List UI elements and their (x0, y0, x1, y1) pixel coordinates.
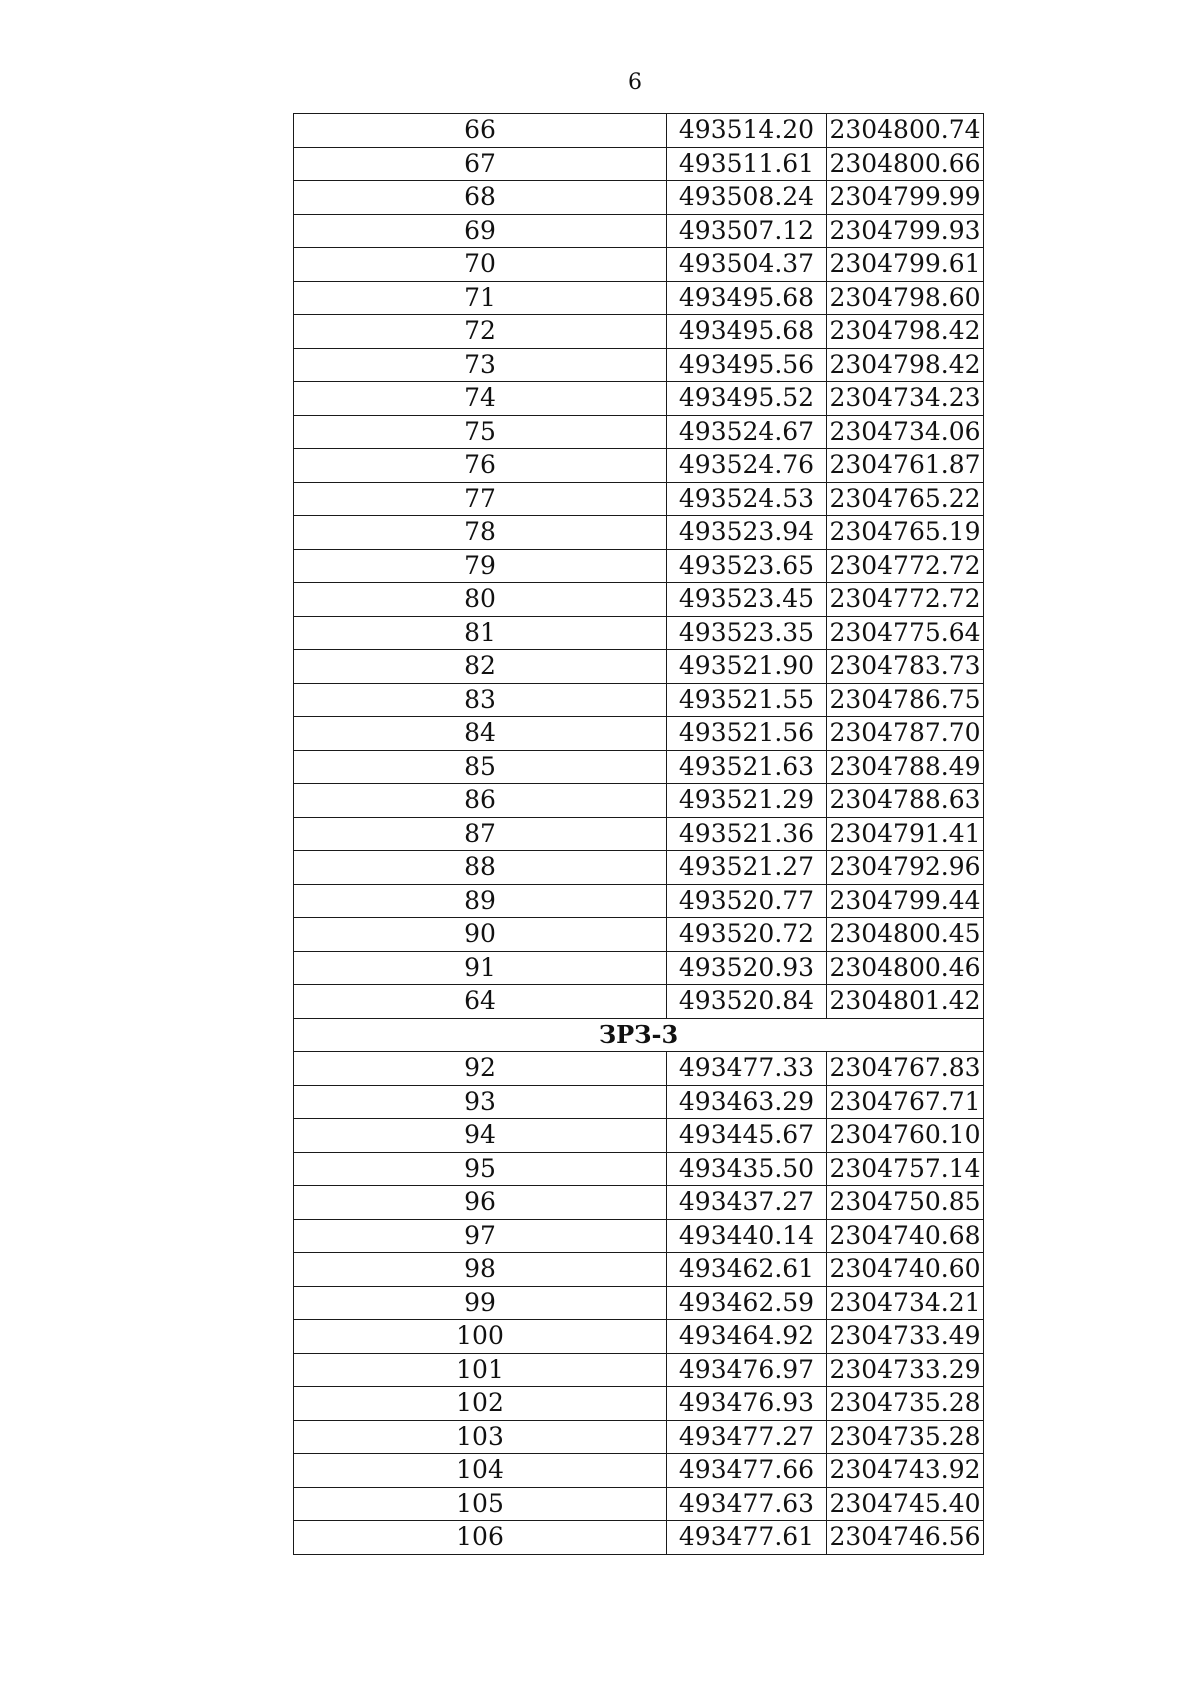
x-coordinate-cell: 493464.92 (667, 1320, 827, 1354)
table-row (294, 1286, 984, 1320)
point-number-cell: 66 (294, 114, 667, 148)
y-coordinate-cell: 2304799.44 (827, 884, 984, 918)
point-number-cell: 91 (294, 951, 667, 985)
y-coordinate-cell: 2304765.22 (827, 482, 984, 516)
point-number-cell: 71 (294, 281, 667, 315)
table-row (294, 281, 984, 315)
x-coordinate-cell: 493521.55 (667, 683, 827, 717)
point-number-cell: 99 (294, 1286, 667, 1320)
point-number-cell: 90 (294, 918, 667, 952)
x-coordinate-cell: 493463.29 (667, 1085, 827, 1119)
x-coordinate-cell: 493495.56 (667, 348, 827, 382)
table-row (294, 1387, 984, 1421)
table-row (294, 147, 984, 181)
point-number-cell: 78 (294, 516, 667, 550)
y-coordinate-cell: 2304735.28 (827, 1420, 984, 1454)
y-coordinate-cell: 2304800.66 (827, 147, 984, 181)
x-coordinate-cell: 493462.59 (667, 1286, 827, 1320)
table-row (294, 114, 984, 148)
table-row (294, 315, 984, 349)
x-coordinate-cell: 493476.97 (667, 1353, 827, 1387)
y-coordinate-cell: 2304734.21 (827, 1286, 984, 1320)
point-number-cell: 101 (294, 1353, 667, 1387)
table-row (294, 1219, 984, 1253)
point-number-cell: 82 (294, 650, 667, 684)
point-number-cell: 100 (294, 1320, 667, 1354)
point-number-cell: 87 (294, 817, 667, 851)
coordinates-table-body (294, 114, 984, 1555)
y-coordinate-cell: 2304800.45 (827, 918, 984, 952)
x-coordinate-cell: 493462.61 (667, 1253, 827, 1287)
table-row (294, 1085, 984, 1119)
point-number-cell: 97 (294, 1219, 667, 1253)
table-row (294, 583, 984, 617)
y-coordinate-cell: 2304745.40 (827, 1487, 984, 1521)
point-number-cell: 95 (294, 1152, 667, 1186)
x-coordinate-cell: 493514.20 (667, 114, 827, 148)
y-coordinate-cell: 2304775.64 (827, 616, 984, 650)
x-coordinate-cell: 493495.68 (667, 315, 827, 349)
x-coordinate-cell: 493520.84 (667, 985, 827, 1019)
point-number-cell: 73 (294, 348, 667, 382)
table-row (294, 817, 984, 851)
y-coordinate-cell: 2304740.60 (827, 1253, 984, 1287)
x-coordinate-cell: 493477.66 (667, 1454, 827, 1488)
point-number-cell: 94 (294, 1119, 667, 1153)
point-number-cell: 96 (294, 1186, 667, 1220)
point-number-cell: 104 (294, 1454, 667, 1488)
table-row (294, 784, 984, 818)
x-coordinate-cell: 493508.24 (667, 181, 827, 215)
section-header-row (294, 1018, 984, 1052)
point-number-cell: 102 (294, 1387, 667, 1421)
point-number-cell: 105 (294, 1487, 667, 1521)
x-coordinate-cell: 493495.68 (667, 281, 827, 315)
x-coordinate-cell: 493523.45 (667, 583, 827, 617)
y-coordinate-cell: 2304760.10 (827, 1119, 984, 1153)
point-number-cell: 77 (294, 482, 667, 516)
x-coordinate-cell: 493524.53 (667, 482, 827, 516)
x-coordinate-cell: 493477.33 (667, 1052, 827, 1086)
table-row (294, 1186, 984, 1220)
x-coordinate-cell: 493477.27 (667, 1420, 827, 1454)
x-coordinate-cell: 493523.35 (667, 616, 827, 650)
x-coordinate-cell: 493437.27 (667, 1186, 827, 1220)
y-coordinate-cell: 2304787.70 (827, 717, 984, 751)
table-row (294, 1353, 984, 1387)
x-coordinate-cell: 493523.65 (667, 549, 827, 583)
table-row (294, 918, 984, 952)
point-number-cell: 68 (294, 181, 667, 215)
y-coordinate-cell: 2304733.49 (827, 1320, 984, 1354)
x-coordinate-cell: 493477.61 (667, 1521, 827, 1555)
point-number-cell: 80 (294, 583, 667, 617)
point-number-cell: 83 (294, 683, 667, 717)
x-coordinate-cell: 493477.63 (667, 1487, 827, 1521)
table-row (294, 683, 984, 717)
table-row (294, 449, 984, 483)
point-number-cell: 84 (294, 717, 667, 751)
x-coordinate-cell: 493521.56 (667, 717, 827, 751)
page-number: 6 (628, 70, 642, 95)
x-coordinate-cell: 493521.29 (667, 784, 827, 818)
point-number-cell: 89 (294, 884, 667, 918)
y-coordinate-cell: 2304799.93 (827, 214, 984, 248)
y-coordinate-cell: 2304786.75 (827, 683, 984, 717)
table-row (294, 616, 984, 650)
table-row (294, 415, 984, 449)
point-number-cell: 98 (294, 1253, 667, 1287)
table-row (294, 248, 984, 282)
x-coordinate-cell: 493521.27 (667, 851, 827, 885)
x-coordinate-cell: 493521.63 (667, 750, 827, 784)
y-coordinate-cell: 2304792.96 (827, 851, 984, 885)
y-coordinate-cell: 2304788.49 (827, 750, 984, 784)
x-coordinate-cell: 493495.52 (667, 382, 827, 416)
table-row (294, 549, 984, 583)
table-row (294, 1521, 984, 1555)
point-number-cell: 79 (294, 549, 667, 583)
y-coordinate-cell: 2304798.60 (827, 281, 984, 315)
y-coordinate-cell: 2304800.74 (827, 114, 984, 148)
y-coordinate-cell: 2304799.61 (827, 248, 984, 282)
y-coordinate-cell: 2304783.73 (827, 650, 984, 684)
table-row (294, 750, 984, 784)
table-row (294, 482, 984, 516)
y-coordinate-cell: 2304743.92 (827, 1454, 984, 1488)
coordinates-table (293, 113, 984, 1555)
x-coordinate-cell: 493524.67 (667, 415, 827, 449)
table-row (294, 214, 984, 248)
y-coordinate-cell: 2304799.99 (827, 181, 984, 215)
point-number-cell: 92 (294, 1052, 667, 1086)
point-number-cell: 69 (294, 214, 667, 248)
x-coordinate-cell: 493521.36 (667, 817, 827, 851)
table-row (294, 181, 984, 215)
y-coordinate-cell: 2304735.28 (827, 1387, 984, 1421)
table-row (294, 1320, 984, 1354)
x-coordinate-cell: 493511.61 (667, 147, 827, 181)
x-coordinate-cell: 493524.76 (667, 449, 827, 483)
x-coordinate-cell: 493435.50 (667, 1152, 827, 1186)
point-number-cell: 88 (294, 851, 667, 885)
y-coordinate-cell: 2304800.46 (827, 951, 984, 985)
y-coordinate-cell: 2304750.85 (827, 1186, 984, 1220)
y-coordinate-cell: 2304767.71 (827, 1085, 984, 1119)
point-number-cell: 70 (294, 248, 667, 282)
y-coordinate-cell: 2304733.29 (827, 1353, 984, 1387)
x-coordinate-cell: 493523.94 (667, 516, 827, 550)
y-coordinate-cell: 2304734.23 (827, 382, 984, 416)
section-label: ЗРЗ-3 (294, 1018, 984, 1052)
table-row (294, 985, 984, 1019)
table-row (294, 348, 984, 382)
point-number-cell: 85 (294, 750, 667, 784)
x-coordinate-cell: 493507.12 (667, 214, 827, 248)
point-number-cell: 74 (294, 382, 667, 416)
point-number-cell: 86 (294, 784, 667, 818)
point-number-cell: 64 (294, 985, 667, 1019)
x-coordinate-cell: 493520.77 (667, 884, 827, 918)
table-row (294, 1487, 984, 1521)
point-number-cell: 93 (294, 1085, 667, 1119)
point-number-cell: 75 (294, 415, 667, 449)
x-coordinate-cell: 493520.72 (667, 918, 827, 952)
y-coordinate-cell: 2304734.06 (827, 415, 984, 449)
y-coordinate-cell: 2304772.72 (827, 549, 984, 583)
y-coordinate-cell: 2304791.41 (827, 817, 984, 851)
y-coordinate-cell: 2304767.83 (827, 1052, 984, 1086)
table-row (294, 1253, 984, 1287)
table-row (294, 951, 984, 985)
table-row (294, 382, 984, 416)
table-row (294, 1152, 984, 1186)
table-row (294, 884, 984, 918)
x-coordinate-cell: 493476.93 (667, 1387, 827, 1421)
point-number-cell: 106 (294, 1521, 667, 1555)
y-coordinate-cell: 2304761.87 (827, 449, 984, 483)
y-coordinate-cell: 2304740.68 (827, 1219, 984, 1253)
point-number-cell: 103 (294, 1420, 667, 1454)
y-coordinate-cell: 2304746.56 (827, 1521, 984, 1555)
x-coordinate-cell: 493445.67 (667, 1119, 827, 1153)
table-row (294, 1119, 984, 1153)
table-row (294, 1052, 984, 1086)
y-coordinate-cell: 2304772.72 (827, 583, 984, 617)
table-row (294, 650, 984, 684)
table-row (294, 717, 984, 751)
point-number-cell: 67 (294, 147, 667, 181)
y-coordinate-cell: 2304765.19 (827, 516, 984, 550)
y-coordinate-cell: 2304788.63 (827, 784, 984, 818)
y-coordinate-cell: 2304801.42 (827, 985, 984, 1019)
table-row (294, 1454, 984, 1488)
y-coordinate-cell: 2304798.42 (827, 315, 984, 349)
y-coordinate-cell: 2304757.14 (827, 1152, 984, 1186)
y-coordinate-cell: 2304798.42 (827, 348, 984, 382)
x-coordinate-cell: 493440.14 (667, 1219, 827, 1253)
x-coordinate-cell: 493520.93 (667, 951, 827, 985)
table-row (294, 851, 984, 885)
x-coordinate-cell: 493504.37 (667, 248, 827, 282)
x-coordinate-cell: 493521.90 (667, 650, 827, 684)
table-row (294, 516, 984, 550)
point-number-cell: 76 (294, 449, 667, 483)
table-row (294, 1420, 984, 1454)
point-number-cell: 72 (294, 315, 667, 349)
point-number-cell: 81 (294, 616, 667, 650)
